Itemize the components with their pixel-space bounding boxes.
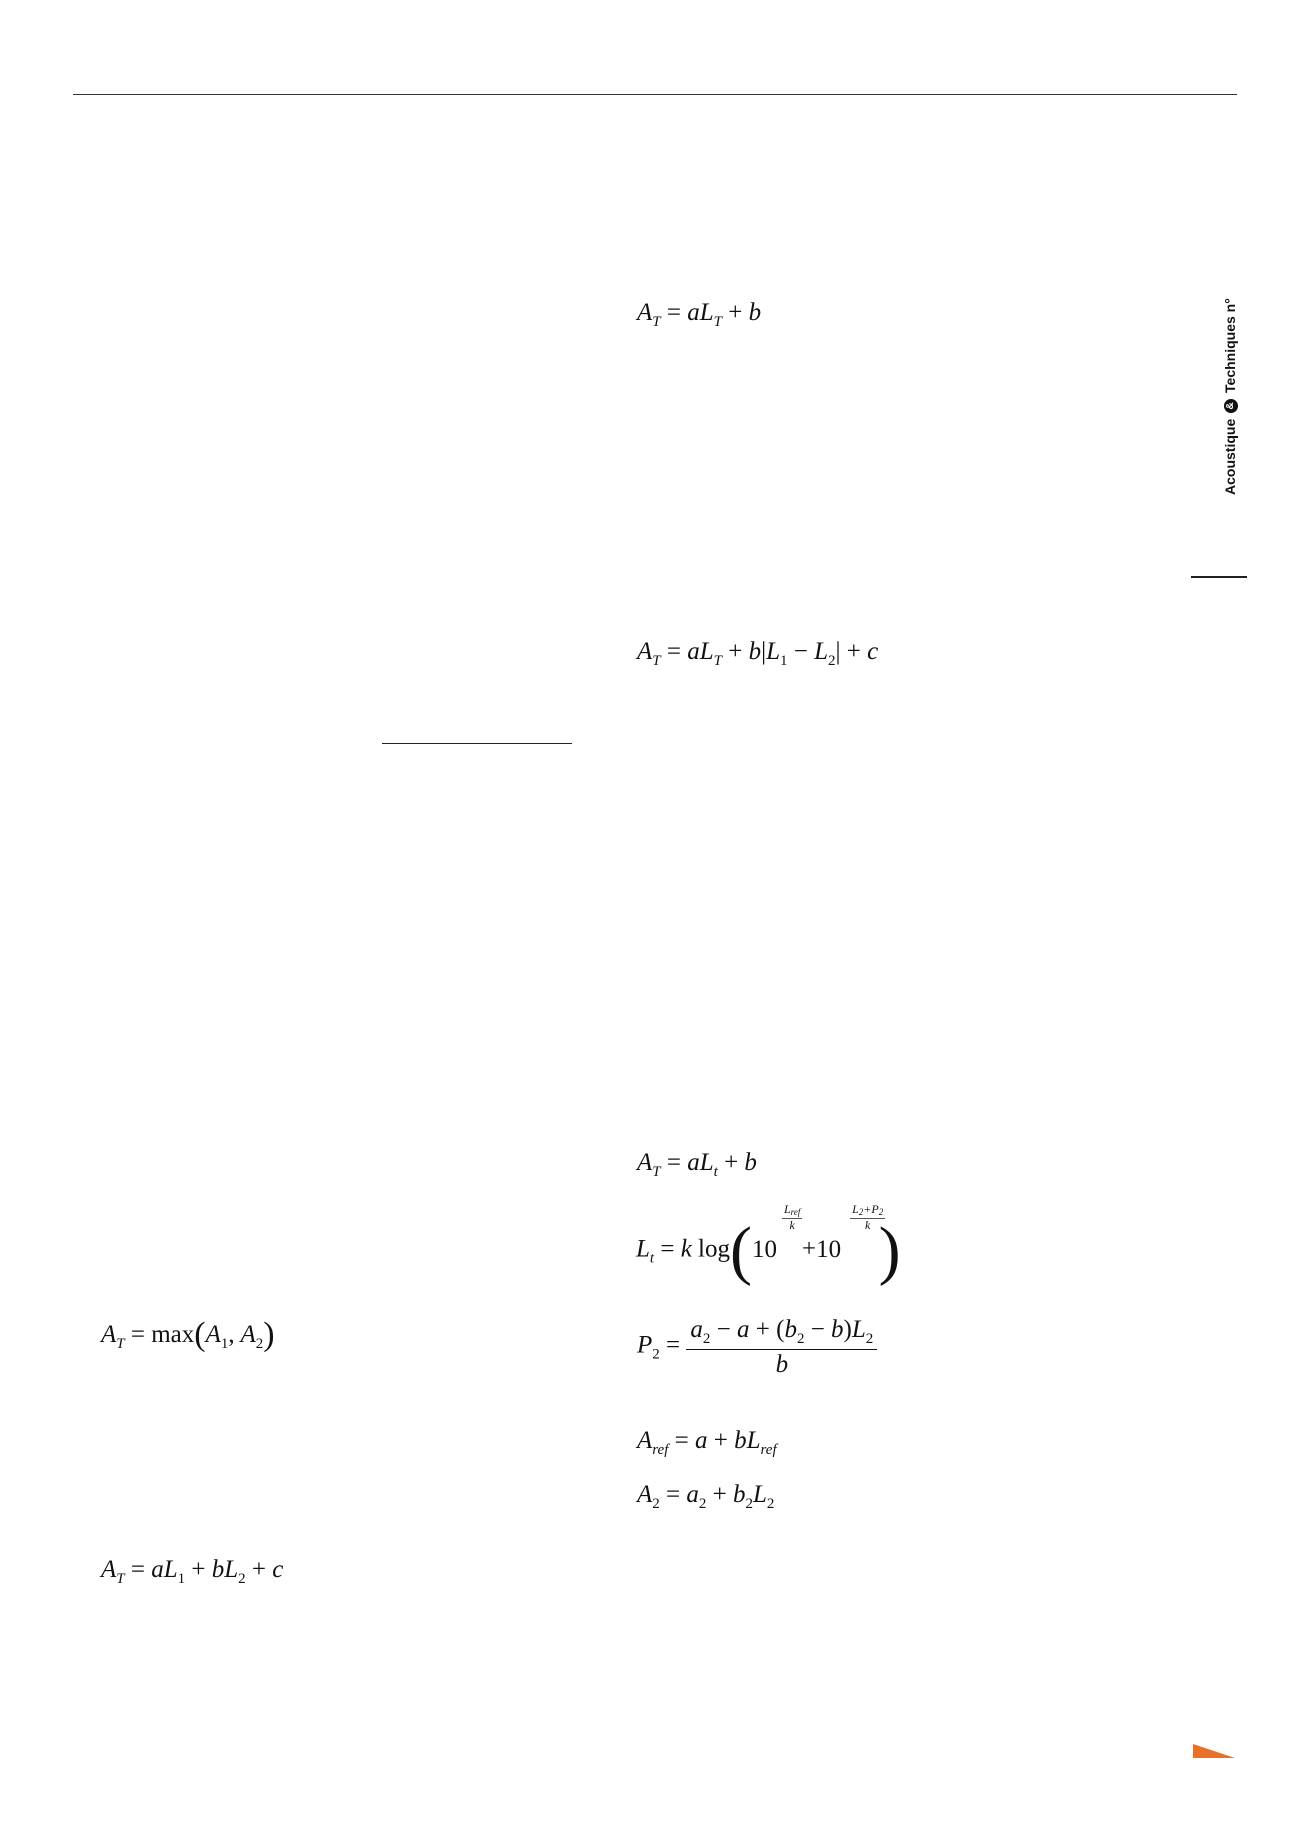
equation-at-sum: $A_T = aL_1 + bL_2 + c$ <box>101 1556 284 1587</box>
equation-at-abs: $A_T = aL_T + b|L_1 - L_2| + c$ <box>637 638 879 669</box>
equation-at-linear: $A_T = aL_T + b$ <box>637 299 762 330</box>
journal-word-techniques: Techniques n° <box>1222 298 1238 393</box>
equation-a2: $A_2 = a_2 + b_2L_2$ <box>637 1481 775 1512</box>
journal-word-acoustique: Acoustique <box>1222 418 1238 495</box>
equation-aref: $A_{ref} = a + bL_{ref}$ <box>637 1427 777 1458</box>
journal-side-label <box>1222 298 1238 495</box>
footnote-rule <box>382 743 572 744</box>
ampersand-badge: & <box>1224 399 1238 413</box>
equation-lt-log: $L_t = k$ log(10 $L_{ref}$ k +10 $L_2+P_2$ k ) <box>636 1201 901 1287</box>
equation-p2: $P_2$ = $\frac{a_2 - a + (b_2 - b)L_2}{b}$ <box>637 1317 877 1377</box>
header-rule <box>73 94 1237 95</box>
equation-at-lt: $A_T = aL_t + b$ <box>637 1149 757 1180</box>
page-turn-arrow-icon[interactable] <box>1193 1744 1235 1758</box>
equation-at-max: $A_T = \max(A_1$, $A_2$) <box>101 1316 275 1353</box>
side-rule <box>1191 576 1247 578</box>
